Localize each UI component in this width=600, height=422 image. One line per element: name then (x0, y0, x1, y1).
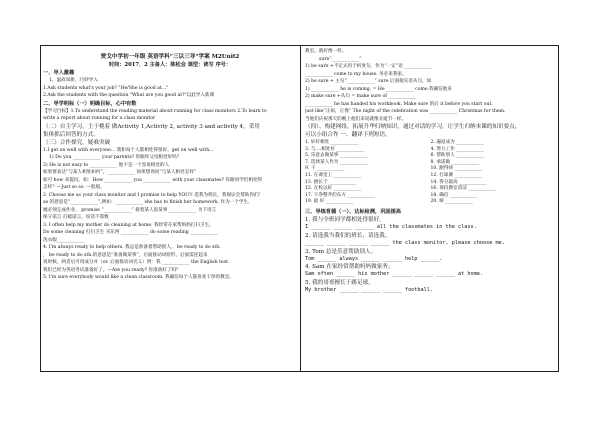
text-line: 4. I'm always ready to help others. 我总是准备着帮助别人。 be ready to do sth. (43, 245, 221, 250)
text-line: 怎样？—Just so so. —般般。 (43, 185, 105, 190)
text-line: sure“____________” (319, 56, 362, 62)
phrase-cell: 6. 帮助别人 ____________ (430, 153, 484, 159)
phrase-cell: 10. 跑得快 ____________ (430, 166, 483, 172)
phrase-cell: 2. 遍道成为 ____________ (430, 140, 484, 145)
left-column (43, 48, 297, 370)
phrase-cell: 11. 在课堂上 ____________ (305, 172, 362, 178)
text-line: just like“正如，正像” The night of the celebration was ____________ Christmas for them. (305, 109, 506, 114)
phrase-cell: 9. 干 ____________ (305, 166, 345, 172)
right-column (305, 48, 556, 370)
column-divider (300, 45, 301, 372)
text-line: 2.Ask the students with the question "What are you good at?"以此导入新课 (43, 93, 215, 98)
section-heading: 一、导入激趣 (43, 70, 75, 76)
text-line: 如果要表达“与某人相处如何”，____________ 如果想询问“与某人相处怎样” (43, 170, 197, 175)
exercise-line: I ______ ______ ______ all the classmates in the class. (305, 223, 477, 230)
phrase-cell: 13. 擅长于 ____________ (305, 179, 357, 185)
text-line: 3. I often help my mother do cleaning at home. 我经常在家帮妈妈打扫卫生。 (43, 222, 214, 228)
phrase-cell: 20. 统 ____________ (430, 199, 473, 205)
table-row (305, 140, 556, 147)
text-line: 她必须完成作业。 promise “____________” 接着某人很某事 ____________ 为下语言 (43, 207, 217, 213)
text-line: 如可 how 来提问，如：How ____________ you ____________ with your classmates? 你跟同学们相处得 (43, 177, 263, 183)
section-heading: 三、导练育德（一）、达标检测，巩固提高 (305, 208, 401, 215)
text-line: 洗衣服____________ (43, 237, 85, 243)
text-line: 2. 请选我当我们的班长，请选我。 (305, 232, 391, 239)
table-row (305, 153, 556, 160)
text-line: ____________ come to my house. 务必来我家。 (305, 71, 407, 77)
text-line: 集体抓后回答的方式。 (43, 131, 99, 138)
exercise-line: Sam often ______ his mother ______ ______ ______ at home. (305, 271, 484, 278)
phrase-cell: 4. 努力工作 ____________ (430, 146, 484, 152)
text-line: 当他们庆祝那天的晚上他们来说就像圣诞节一样。 (305, 116, 407, 122)
text-line: ， be ready to do sth.的意思是“准备做某事”，后面接动词原形，后面需连起来 (43, 252, 208, 258)
text-line: （三）合作探究，疑难突破 (43, 139, 111, 146)
phrase-cell: 8. 承诺做 ____________ (430, 159, 480, 165)
text-line: （二）自主学习，主于桃着 做Activity 1,Activity 2, activity 3 and activity 4，采用 (43, 123, 260, 130)
section-heading: 二、导学明标（一）明确目标，心中有数 (43, 100, 137, 107)
text-line: 说时候，两者后可用成分并（or. 后面接动词名义）例：我 ____________ the English test. (43, 260, 230, 265)
text-line: 1.I get on well with everyone... 我和每个人都相处得很好。get on well with... (43, 147, 214, 153)
phrase-cell: 7. 选择某人作为 ____________ (305, 159, 368, 165)
exercise-line: My brother ______ ______ ______ football. (305, 287, 434, 294)
table-row (305, 199, 556, 206)
phrase-table (305, 140, 556, 206)
table-row (305, 186, 556, 193)
text-line: 5. 我的哥哥擅长于踢足球。 (305, 280, 374, 287)
phrase-cell: 17. 干净整齐的东方 ____________ (305, 192, 375, 198)
table-row (305, 166, 556, 173)
text-line: 3. Tom 总是乐意帮助别人。 (305, 248, 377, 255)
text-line: 可以小组合作 一、翻译下列短语。 (305, 132, 391, 138)
text-line: 【学习目标】1.To understand the reading material about running for class monitors 2.To learn to (43, 108, 267, 114)
phrase-cell: 3. 与....相处好 ____________ (305, 146, 365, 152)
text-line: 教室。就好像一样。 (305, 49, 347, 54)
text-line: 1、温故知新，巧妙导入 (49, 78, 98, 83)
text-line: 1.Ask students what's your job? "He/She is good at..." (43, 85, 169, 91)
phrase-cell: 15. 在校以好 ____________ (305, 186, 362, 192)
text-line: （四）、构建网络，拓展升华归纳知识，通过对话的学习，让学生归纳本课的知识要点， (305, 124, 521, 130)
text-line: ____________ he has handed his workbook. Make sure 的后 it before you start out. (305, 101, 493, 107)
text-line: write a report about running for a class monitor (43, 116, 156, 121)
exercise-line: Tom ______ always ______ ______ help ______. (305, 255, 443, 262)
text-line: 保守诺言 打破诺言，说话不算数 (43, 215, 109, 220)
phrase-cell: 16. 保持教室清洁 ____________ (430, 186, 496, 192)
text-line: 5. I'm sure everybody would like a clean classroom, 我确信每个人都喜欢干净的教室。 (43, 275, 234, 280)
text-line: 4. Sam 在家经常帮助妈妈做家务。 (305, 264, 394, 271)
text-line: Do some cleaning 打扫卫生 买东西 ____________ do some reading ____________ (43, 230, 218, 235)
phrase-cell: 18. 确信 ____________ (430, 192, 478, 198)
text-line: 1. 我与全班同学都相处得很好。 (305, 216, 385, 223)
worksheet-title: 贾戈中学初一年级 英语学科“三以三导”学案 M2Unit2 (100, 54, 240, 60)
text-line: 1) Do you ____________ your parents? 你跟你父母相处好吗？ (49, 155, 182, 160)
text-line: 我们已经为英语考试准备好了。—Are you ready? 你准备好了吗？ (43, 267, 181, 273)
phrase-cell: 14. 得分最高 ____________ (430, 179, 487, 185)
text-line: 1) be sure +不定式用于析度句，作为“一定”语 ____________ (305, 64, 432, 69)
phrase-cell: 5. 乐意去做某事 ____________ (305, 153, 368, 159)
exercise-line: ______ ______ ______ ______ the class monitor, please choose me. (305, 239, 505, 246)
text-line: as 的意思是“____________”,例如：____________ she has to finish her homework. 作为一个学生， (43, 200, 253, 205)
table-row (305, 173, 556, 180)
text-line: 2) be sure + 主句“____________” sure 后面接宾语从句，如 (305, 79, 432, 84)
text-line: 1) ____________ he is coming. = He ____________ come.我确信他来 (305, 86, 452, 92)
phrase-cell: 12. 打球赛 ____________ (430, 172, 483, 178)
text-line: 2) He is not easy to ____________ 他不是一个容易相处的人 (43, 162, 170, 168)
text-line: 2) make sure +从句 = make sure of ____________ (305, 94, 416, 99)
worksheet-meta: 时间：2017．2 主备人：陈松会 课型：读写 序号： (108, 62, 232, 68)
phrase-cell: 1. 好好相处 ____________ (305, 140, 359, 145)
text-line: 2. Choose me as your class monitor and I promise to help YOU!! 选我为班长，我保证会帮助你们！ (43, 192, 264, 198)
phrase-cell: 19. 最 好 ____________ (305, 199, 354, 205)
